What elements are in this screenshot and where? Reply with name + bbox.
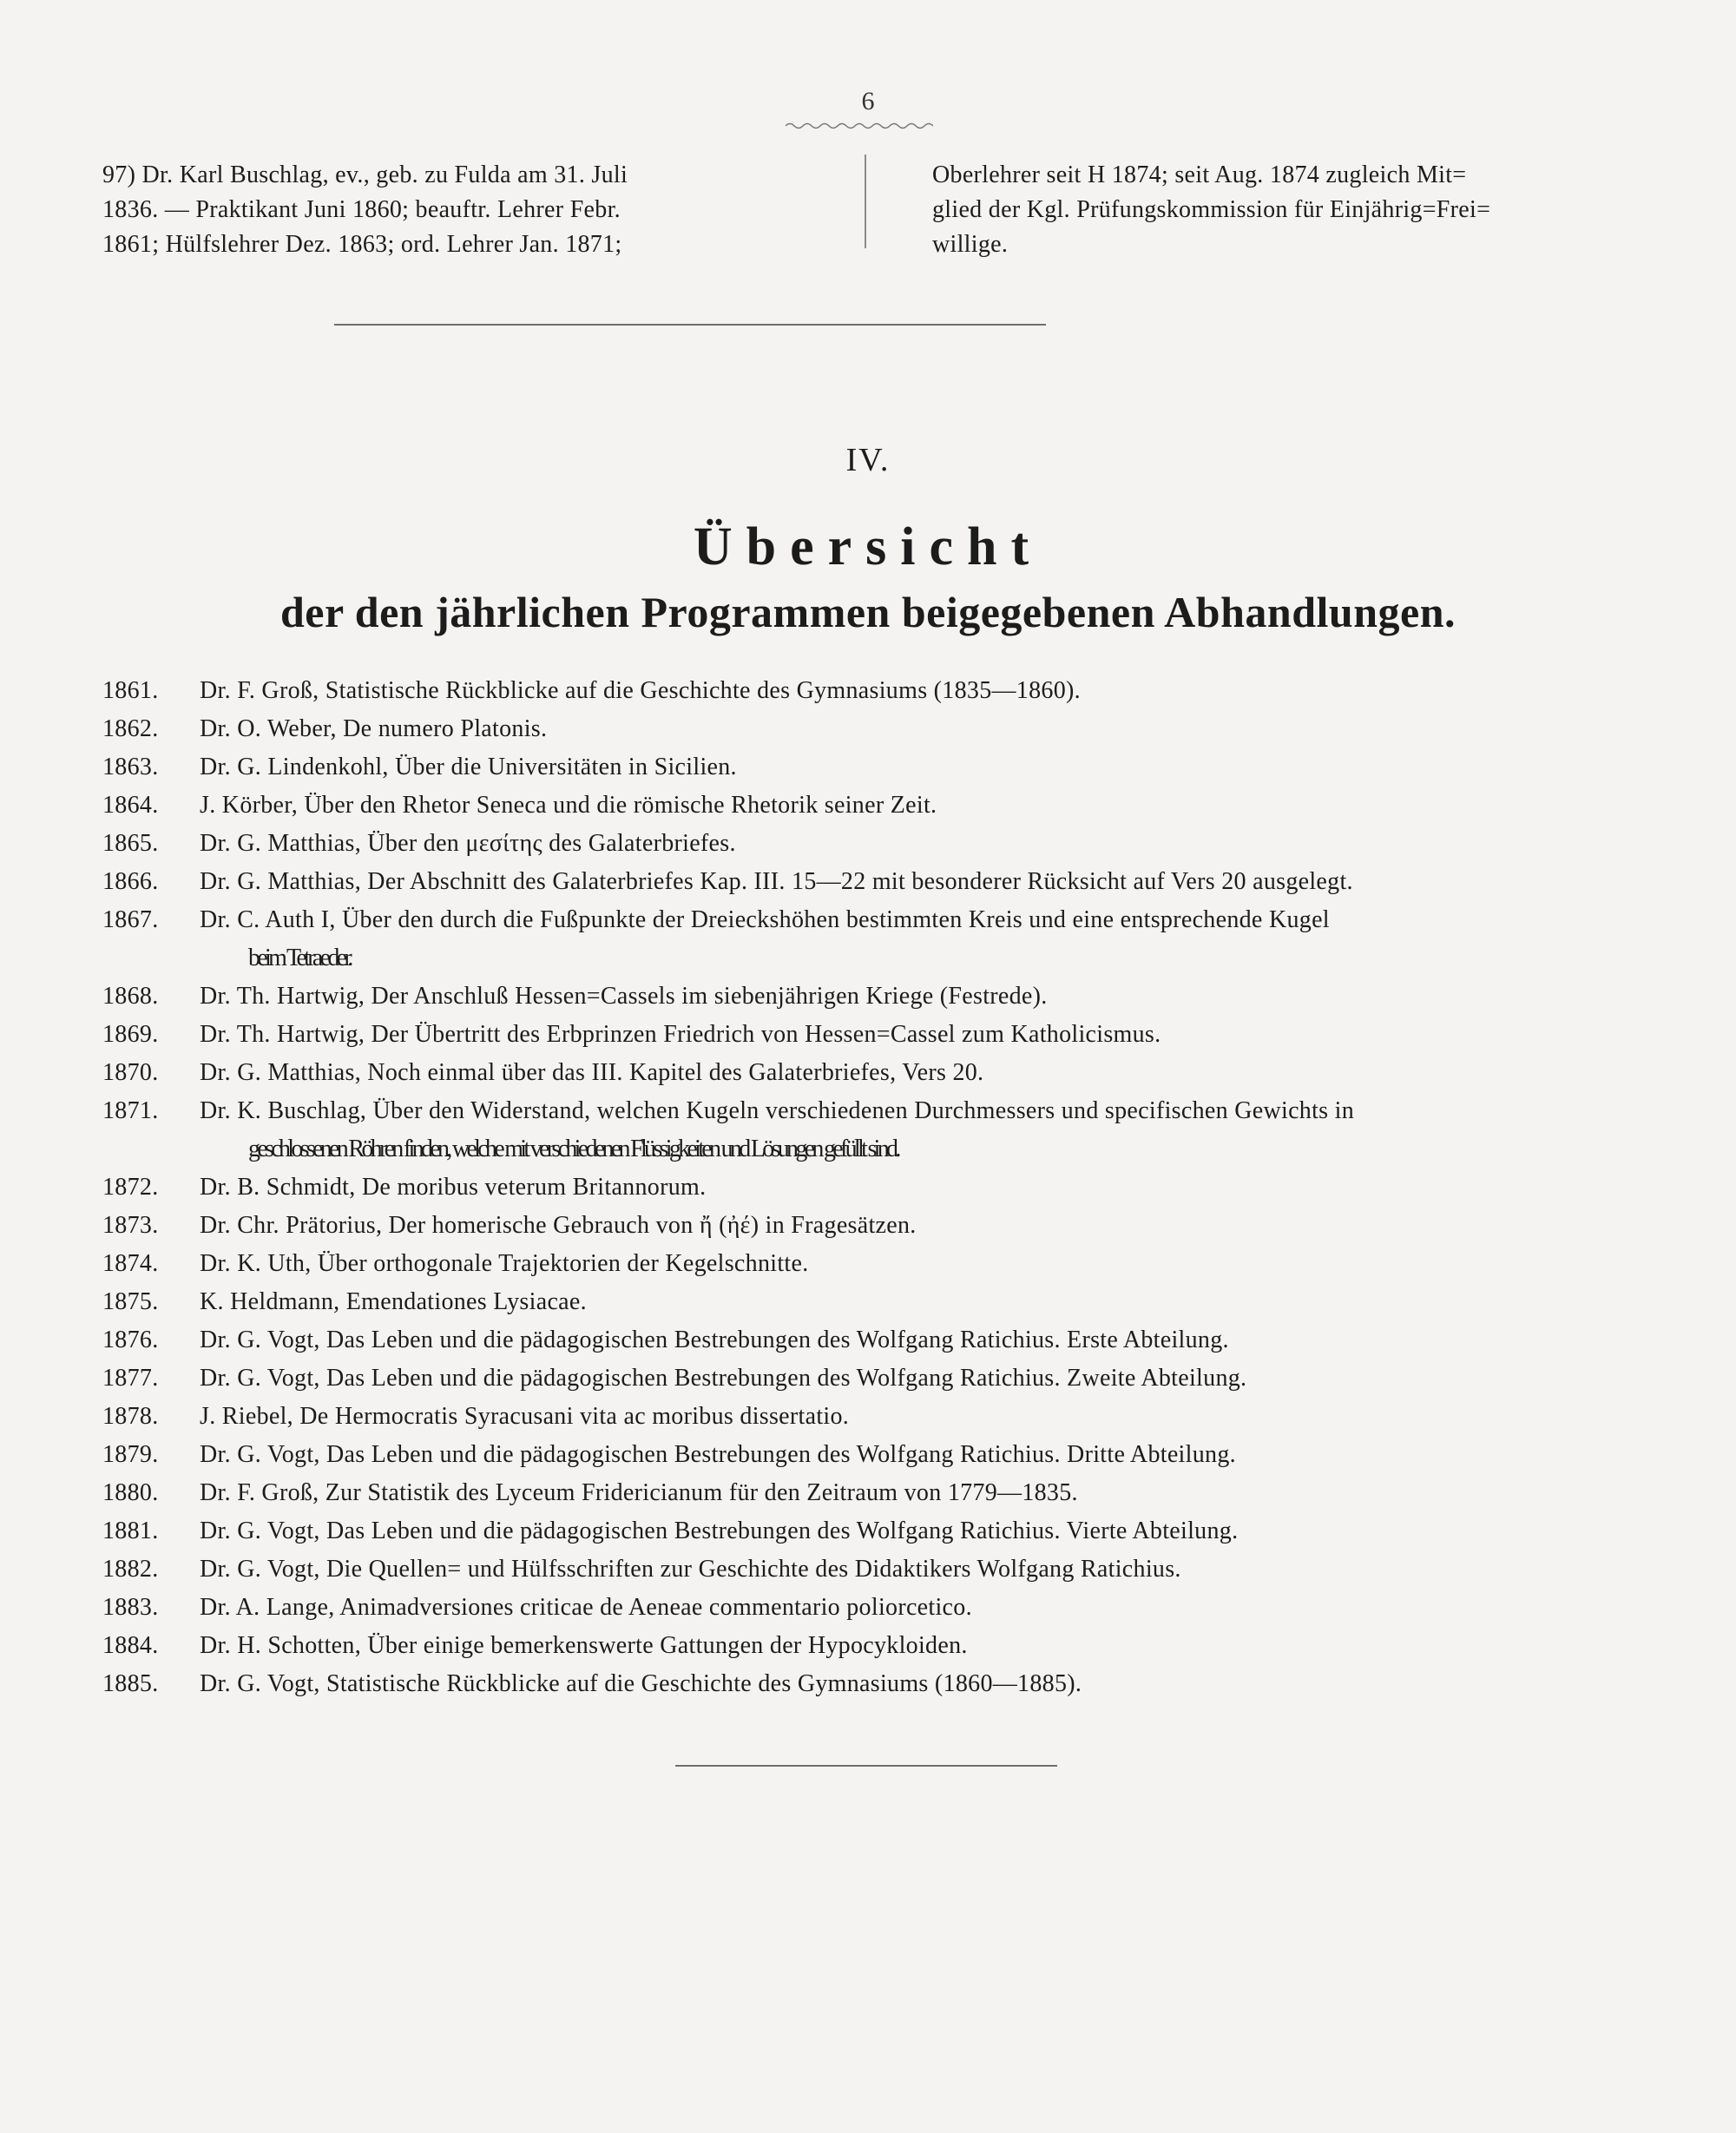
- entry-text: [200, 1054, 1526, 1092]
- list-item: [102, 1627, 1526, 1665]
- entry-text: [200, 863, 1526, 901]
- entry-year: 1881.: [102, 1517, 159, 1544]
- entry-line: K. Heldmann, Emendationes Lysiacae.: [200, 1288, 587, 1315]
- entry-text: [200, 1550, 1526, 1589]
- entry-text: [200, 1398, 1526, 1436]
- entry-year: 1876.: [102, 1327, 159, 1353]
- entry-year: 1870.: [102, 1059, 159, 1086]
- continuation-left-column: [102, 158, 845, 262]
- page-number: 6: [861, 87, 875, 115]
- entry-text: [200, 978, 1526, 1016]
- entry-line: Dr. O. Weber, De numero Platonis.: [200, 715, 548, 742]
- entry-year: 1868.: [102, 983, 159, 1010]
- continuation-left-line: 1861; Hülfslehrer Dez. 1863; ord. Lehrer Jan. 1871;: [102, 231, 622, 258]
- entry-year: 1864.: [102, 792, 159, 819]
- list-item: [102, 787, 1526, 825]
- list-item: [102, 1665, 1526, 1703]
- entry-line: Dr. B. Schmidt, De moribus veterum Britannorum.: [200, 1174, 707, 1201]
- entry-line: Dr. G. Vogt, Statistische Rückblicke auf die Geschichte des Gymnasiums (1860—1885).: [200, 1670, 1082, 1697]
- list-item: [102, 710, 1526, 748]
- entry-year: 1875.: [102, 1288, 159, 1315]
- entry-year: 1884.: [102, 1632, 159, 1659]
- entry-line: Dr. C. Auth I, Über den durch die Fußpunkte der Dreieckshöhen bestimmten Kreis und eine entsprechende Kugel: [200, 906, 1330, 933]
- entry-year: 1872.: [102, 1174, 159, 1201]
- entry-text: [200, 1627, 1526, 1665]
- entry-line: Dr. G. Matthias, Noch einmal über das III. Kapitel des Galaterbriefes, Vers 20.: [200, 1059, 984, 1086]
- list-item: [102, 1550, 1526, 1589]
- entry-year: 1861.: [102, 677, 159, 704]
- section-title: Übersicht: [693, 517, 1043, 576]
- list-item: [102, 1512, 1526, 1550]
- list-item: [102, 1169, 1526, 1207]
- list-item: [102, 1016, 1526, 1054]
- entry-line: Dr. G. Vogt, Die Quellen= und Hülfsschriften zur Geschichte des Didaktikers Wolfgang Ratichius.: [200, 1556, 1181, 1583]
- entry-text: [200, 825, 1526, 863]
- entry-line: Dr. Th. Hartwig, Der Übertritt des Erbprinzen Friedrich von Hessen=Cassel zum Katholicismus.: [200, 1021, 1161, 1048]
- section-number: IV.: [845, 442, 891, 478]
- entry-text: [200, 1207, 1526, 1245]
- entry-text: [200, 748, 1526, 787]
- entry-line: Dr. G. Vogt, Das Leben und die pädagogischen Bestrebungen des Wolfgang Ratichius. Dritte Abteilung.: [200, 1441, 1236, 1468]
- list-item: [102, 1589, 1526, 1627]
- entry-line: Dr. G. Vogt, Das Leben und die pädagogischen Bestrebungen des Wolfgang Ratichius. Zweite Abteilung.: [200, 1365, 1247, 1392]
- entry-line: beim Tetraeder.: [248, 945, 351, 971]
- list-item: [102, 1207, 1526, 1245]
- entry-text: [200, 710, 1526, 748]
- entry-text: [200, 1589, 1526, 1627]
- entry-line: Dr. F. Groß, Zur Statistik des Lyceum Fridericianum für den Zeitraum von 1779—1835.: [200, 1479, 1078, 1506]
- entry-line: geschlossenen Röhren finden, welche mit verschiedenen Flüssigkeiten und Lösungen gefüllt sind.: [248, 1136, 898, 1162]
- entry-year: 1863.: [102, 754, 159, 780]
- entry-line: Dr. K. Buschlag, Über den Widerstand, welchen Kugeln verschiedenen Durchmessers und specifischen Gewichts in: [200, 1097, 1355, 1124]
- continuation-right-column: [932, 158, 1634, 262]
- page-number-ornament: [786, 122, 933, 130]
- continuation-left-line: 97) Dr. Karl Buschlag, ev., geb. zu Fulda am 31. Juli: [102, 161, 628, 188]
- entry-text: [200, 1321, 1526, 1359]
- entry-text: [200, 1359, 1526, 1398]
- entry-line: J. Riebel, De Hermocratis Syracusani vita ac moribus dissertatio.: [200, 1403, 850, 1430]
- entry-year: 1874.: [102, 1250, 159, 1277]
- entry-text: [200, 1245, 1526, 1283]
- entry-year: 1862.: [102, 715, 159, 742]
- section-divider-bottom: [675, 1765, 1057, 1767]
- entry-year: 1883.: [102, 1594, 159, 1621]
- entry-line: Dr. G. Lindenkohl, Über die Universitäten in Sicilien.: [200, 754, 737, 780]
- entry-year: 1873.: [102, 1212, 159, 1239]
- entry-year: 1877.: [102, 1365, 159, 1392]
- continuation-right-line: willige.: [932, 231, 1009, 258]
- entry-text: [200, 1436, 1526, 1474]
- column-divider: [865, 155, 866, 248]
- entry-line: J. Körber, Über den Rhetor Seneca und die römische Rhetorik seiner Zeit.: [200, 792, 937, 819]
- list-item: [102, 978, 1526, 1016]
- entry-text: [200, 1169, 1526, 1207]
- entry-text: [200, 787, 1526, 825]
- list-item: [102, 901, 1526, 978]
- list-item: [102, 748, 1526, 787]
- entry-text: [200, 901, 1526, 978]
- list-item: [102, 1474, 1526, 1512]
- list-item: [102, 1054, 1526, 1092]
- section-divider-top: [334, 324, 1046, 326]
- entry-text: [200, 672, 1526, 710]
- entry-text: [200, 1016, 1526, 1054]
- continuation-right-line: Oberlehrer seit H 1874; seit Aug. 1874 zugleich Mit=: [932, 161, 1467, 188]
- continuation-left-line: 1836. — Praktikant Juni 1860; beauftr. Lehrer Febr.: [102, 196, 621, 223]
- list-item: [102, 1245, 1526, 1283]
- entry-line: Dr. H. Schotten, Über einige bemerkenswerte Gattungen der Hypocykloiden.: [200, 1632, 968, 1659]
- entry-line: Dr. F. Groß, Statistische Rückblicke auf die Geschichte des Gymnasiums (1835—1860).: [200, 677, 1081, 704]
- entry-line: Dr. G. Vogt, Das Leben und die pädagogischen Bestrebungen des Wolfgang Ratichius. Vierte Abteilung.: [200, 1517, 1239, 1544]
- entry-year: 1867.: [102, 906, 159, 933]
- entry-line: Dr. G. Vogt, Das Leben und die pädagogischen Bestrebungen des Wolfgang Ratichius. Erste Abteilung.: [200, 1327, 1229, 1353]
- list-item: [102, 863, 1526, 901]
- entry-text: [200, 1512, 1526, 1550]
- entry-year: 1866.: [102, 868, 159, 895]
- entry-year: 1879.: [102, 1441, 159, 1468]
- entry-year: 1871.: [102, 1097, 159, 1124]
- entry-year: 1878.: [102, 1403, 159, 1430]
- entry-text: [200, 1474, 1526, 1512]
- list-item: [102, 1436, 1526, 1474]
- list-item: [102, 1321, 1526, 1359]
- entry-line: Dr. K. Uth, Über orthogonale Trajektorien der Kegelschnitte.: [200, 1250, 809, 1277]
- entry-text: [200, 1092, 1526, 1169]
- list-item: [102, 1092, 1526, 1169]
- entry-year: 1869.: [102, 1021, 159, 1048]
- entry-year: 1880.: [102, 1479, 159, 1506]
- list-item: [102, 1283, 1526, 1321]
- continuation-right-line: glied der Kgl. Prüfungskommission für Einjährig=Frei=: [932, 196, 1491, 223]
- entry-year: 1882.: [102, 1556, 159, 1583]
- list-item: [102, 1359, 1526, 1398]
- list-item: [102, 672, 1526, 710]
- entry-line: Dr. A. Lange, Animadversiones criticae de Aeneae commentario poliorcetico.: [200, 1594, 972, 1621]
- entry-year: 1885.: [102, 1670, 159, 1697]
- section-subtitle: der den jährlichen Programmen beigegebenen Abhandlungen.: [279, 588, 1457, 636]
- entry-line: Dr. G. Matthias, Der Abschnitt des Galaterbriefes Kap. III. 15—22 mit besonderer Rücksicht auf Vers 20 ausgelegt.: [200, 868, 1353, 895]
- entry-line: Dr. G. Matthias, Über den μεσίτης des Galaterbriefes.: [200, 830, 736, 857]
- list-item: [102, 1398, 1526, 1436]
- entry-text: [200, 1283, 1526, 1321]
- entry-line: Dr. Chr. Prätorius, Der homerische Gebrauch von ἤ (ἠέ) in Fragesätzen.: [200, 1212, 917, 1239]
- entry-line: Dr. Th. Hartwig, Der Anschluß Hessen=Cassels im siebenjährigen Kriege (Festrede).: [200, 983, 1048, 1010]
- list-item: [102, 825, 1526, 863]
- entry-year: 1865.: [102, 830, 159, 857]
- entry-text: [200, 1665, 1526, 1703]
- treatise-list: [102, 672, 1526, 1703]
